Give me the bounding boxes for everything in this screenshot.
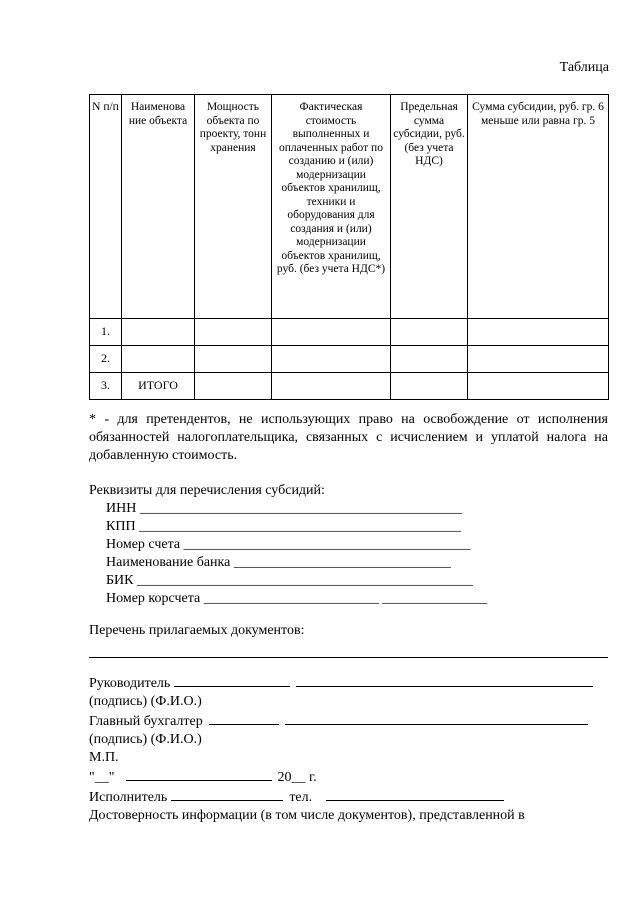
table-cell — [468, 373, 609, 400]
executor-line — [89, 787, 608, 807]
table-cell: ИТОГО — [122, 373, 195, 400]
table-cell: 2. — [90, 346, 122, 373]
date-year: 20__ г. — [277, 770, 317, 785]
head-label: Руководитель — [89, 676, 171, 691]
table-row — [90, 319, 609, 346]
date-day: "__" — [89, 770, 115, 785]
accountant-label: Главный бухгалтер — [89, 714, 203, 729]
table-cell — [391, 373, 468, 400]
table-cell — [195, 319, 272, 346]
executor-name-blank — [171, 787, 283, 801]
header-capacity: Мощность объекта по проекту, тонн хранения — [195, 95, 272, 319]
requisites-title: Реквизиты для перечисления субсидий: — [89, 483, 325, 498]
header-number: N п/п — [90, 95, 122, 319]
executor-label: Исполнитель — [89, 790, 168, 805]
documents-blank-line — [89, 640, 608, 658]
accountant-name-blank — [285, 711, 588, 725]
kpp-field: КПП ______________________________________________ — [106, 519, 462, 534]
vat-footnote: * - для претендентов, не использующих право на освобождение от исполнения обязанностей налогоплательщика, связанных с исчислением и уплатой налога на добавленную стоимость. — [89, 412, 608, 463]
phone-blank — [326, 787, 504, 801]
phone-label: тел. — [289, 790, 313, 805]
inn-field: ИНН ______________________________________________ — [106, 501, 462, 516]
header-max-subsidy: Предельная сумма субсидии, руб. (без учета НДС) — [391, 95, 468, 319]
documents-title: Перечень прилагаемых документов: — [89, 623, 305, 638]
table-cell — [272, 373, 391, 400]
table-cell — [122, 346, 195, 373]
signature-hint: (подпись) (Ф.И.О.) — [89, 732, 202, 747]
table-caption: Таблица — [559, 60, 609, 75]
verification-text: Достоверность информации (в том числе документов), представленной в — [89, 808, 525, 823]
corr-account-field: Номер корсчета _________________________ _______________ — [106, 591, 488, 606]
documents-section — [89, 622, 608, 658]
date-month-blank — [126, 767, 272, 781]
header-object-name: Наименова ние объекта — [122, 95, 195, 319]
table-cell — [195, 373, 272, 400]
subsidy-table — [89, 94, 609, 400]
table-row-total — [90, 373, 609, 400]
header-subsidy-amount: Сумма субсидии, руб. гр. 6 меньше или равна гр. 5 — [468, 95, 609, 319]
stamp-label: М.П. — [89, 750, 119, 765]
table-cell: 1. — [90, 319, 122, 346]
signatures-section — [89, 673, 608, 807]
signature-hint: (подпись) (Ф.И.О.) — [89, 694, 202, 709]
table-cell: 3. — [90, 373, 122, 400]
head-signature-line — [89, 673, 608, 693]
date-line — [89, 767, 608, 787]
table-cell — [272, 319, 391, 346]
table-header-row — [90, 95, 609, 319]
accountant-signature-line — [89, 711, 608, 731]
table-cell — [122, 319, 195, 346]
table-cell — [391, 319, 468, 346]
bank-name-field: Наименование банка _______________________________ — [106, 555, 451, 570]
table-cell — [272, 346, 391, 373]
header-actual-cost: Фактическая стоимость выполненных и оплаченных работ по созданию и (или) модернизации объектов хранилищ, техники и оборудования для создания и (или) модернизации объектов хранилищ, руб. (без учета НДС*) — [272, 95, 391, 319]
requisites-section — [89, 482, 487, 608]
table-cell — [195, 346, 272, 373]
account-field: Номер счета _________________________________________ — [106, 537, 471, 552]
table-cell — [391, 346, 468, 373]
table-cell — [468, 346, 609, 373]
bik-field: БИК ________________________________________________ — [106, 573, 473, 588]
table-cell — [468, 319, 609, 346]
accountant-signature-blank — [209, 711, 279, 725]
head-signature-blank — [174, 673, 290, 687]
head-name-blank — [296, 673, 593, 687]
table-row — [90, 346, 609, 373]
